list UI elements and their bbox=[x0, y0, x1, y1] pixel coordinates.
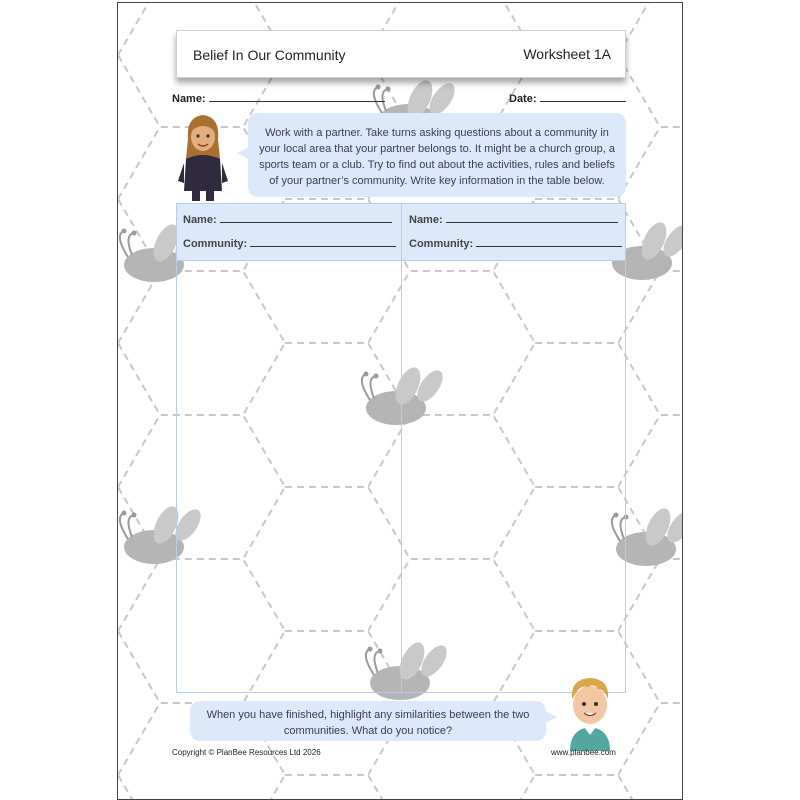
worksheet-number: Worksheet 1A bbox=[523, 46, 611, 62]
name-line[interactable] bbox=[209, 101, 385, 102]
column-2-name-field[interactable] bbox=[409, 214, 618, 226]
column-2-community-label: Community: bbox=[409, 238, 474, 250]
column-1-name-label: Name: bbox=[183, 214, 217, 226]
column-2-name-line[interactable] bbox=[446, 222, 618, 223]
instructions-text: Work with a partner. Take turns asking questions about a community in your local area that your partner belongs to. It might be a church group, a sports team or a club. Try to find out about the activities, rules and beliefs of your partner’s community. Write key information in the table below. bbox=[259, 127, 615, 187]
boy-character-icon bbox=[564, 675, 616, 751]
girl-character-icon bbox=[178, 111, 228, 203]
date-label: Date: bbox=[509, 93, 537, 105]
closing-prompt-bubble bbox=[190, 701, 546, 741]
column-1-community-field[interactable] bbox=[183, 238, 396, 250]
column-1-community-line[interactable] bbox=[250, 246, 396, 247]
column-1-name-line[interactable] bbox=[220, 222, 392, 223]
column-2-writing-area[interactable] bbox=[402, 261, 625, 691]
column-2-community-field[interactable] bbox=[409, 238, 622, 250]
worksheet-page bbox=[117, 2, 683, 800]
date-line[interactable] bbox=[540, 101, 626, 102]
title-bar bbox=[176, 30, 626, 78]
column-1-name-field[interactable] bbox=[183, 214, 392, 226]
copyright-text: Copyright © PlanBee Resources Ltd 2026 bbox=[172, 748, 321, 757]
column-1-community-label: Community: bbox=[183, 238, 248, 250]
column-2-community-line[interactable] bbox=[476, 246, 622, 247]
name-field[interactable] bbox=[172, 93, 385, 105]
website-link[interactable]: www.planbee.com bbox=[551, 748, 616, 757]
column-1-writing-area[interactable] bbox=[177, 261, 401, 691]
instructions-bubble bbox=[248, 113, 626, 197]
date-field[interactable] bbox=[509, 93, 626, 105]
column-2-name-label: Name: bbox=[409, 214, 443, 226]
closing-prompt-text: When you have finished, highlight any similarities between the two communities. What do you notice? bbox=[206, 709, 530, 737]
worksheet-title: Belief In Our Community bbox=[193, 47, 346, 63]
community-table bbox=[176, 203, 626, 693]
name-label: Name: bbox=[172, 93, 206, 105]
